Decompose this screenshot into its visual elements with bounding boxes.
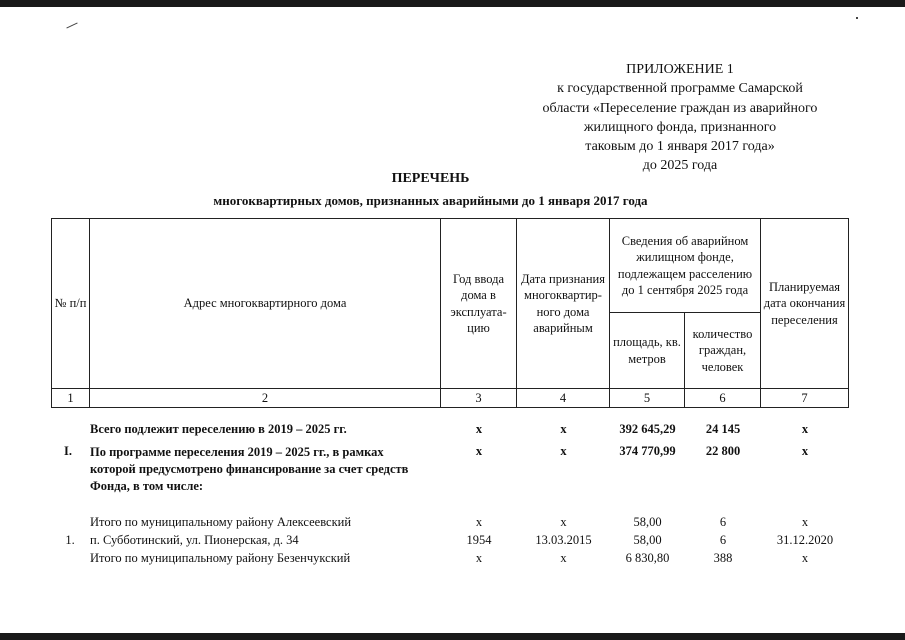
appendix-line: области «Переселение граждан из аварийного xyxy=(542,100,818,116)
column-number: 5 xyxy=(610,389,685,408)
row-people: 6 xyxy=(719,533,727,547)
row-people: 22 800 xyxy=(705,444,741,458)
header-people: количество граждан, человек xyxy=(685,313,761,389)
row-people: 24 145 xyxy=(705,422,741,436)
row-address: Всего подлежит переселению в 2019 – 2025 гг. xyxy=(90,422,347,436)
row-year: х xyxy=(475,551,483,565)
scan-mark xyxy=(66,23,77,29)
row-address: Итого по муниципальному району Безенчукский xyxy=(90,551,351,565)
row-address: Итого по муниципальному району Алексеевский xyxy=(90,515,352,529)
row-year: 1954 xyxy=(466,533,492,547)
row-date: х xyxy=(560,444,567,458)
row-people: 6 xyxy=(719,515,727,529)
appendix-line: жилищного фонда, признанного xyxy=(583,119,777,135)
row-area: 392 645,29 xyxy=(619,422,676,436)
appendix-line: ПРИЛОЖЕНИЕ 1 xyxy=(626,62,734,77)
row-date: х xyxy=(560,515,567,529)
row-area: 6 830,80 xyxy=(625,551,670,565)
header-area: площадь, кв. метров xyxy=(610,313,685,389)
row-num: 1. xyxy=(65,533,75,547)
row-year: х xyxy=(475,444,483,458)
column-number: 6 xyxy=(685,389,761,408)
row-people: 388 xyxy=(713,551,733,565)
column-number: 7 xyxy=(761,389,849,408)
header-date: Дата признания многоквартир-ного дома аварийным xyxy=(517,219,610,389)
row-date: х xyxy=(560,551,567,565)
header-address: Адрес многоквартирного дома xyxy=(90,219,441,389)
header-fund-group: Сведения об аварийном жилищном фонде, подлежащем расселению до 1 сентября 2025 года xyxy=(610,219,761,313)
header-table xyxy=(51,218,849,408)
row-year: х xyxy=(475,515,483,529)
table-row-total xyxy=(51,422,851,440)
row-address: п. Субботинский, ул. Пионерская, д. 34 xyxy=(90,533,299,547)
row-planned: х xyxy=(801,444,809,458)
table-row-subtotal xyxy=(51,551,851,569)
table-row-section xyxy=(51,444,851,496)
row-planned: х xyxy=(801,515,809,529)
row-planned: х xyxy=(801,422,809,436)
row-area: 374 770,99 xyxy=(619,444,676,458)
row-num: I. xyxy=(64,444,72,458)
column-number: 4 xyxy=(517,389,610,408)
header-planned: Планируемая дата окончания переселения xyxy=(761,219,849,389)
scan-top-border xyxy=(0,0,905,7)
appendix-line: таковым до 1 января 2017 года» xyxy=(585,139,775,155)
row-planned: х xyxy=(801,551,809,565)
row-planned: 31.12.2020 xyxy=(776,533,834,547)
table-row xyxy=(51,533,851,551)
column-number: 1 xyxy=(52,389,90,408)
row-area: 58,00 xyxy=(633,515,662,529)
header-year: Год ввода дома в эксплуата-цию xyxy=(441,219,517,389)
row-year: х xyxy=(475,422,483,436)
row-area: 58,00 xyxy=(633,533,662,547)
appendix-line: до 2025 года xyxy=(642,158,718,174)
scan-bottom-border xyxy=(0,633,905,640)
document-title: ПЕРЕЧЕНЬ xyxy=(391,171,470,186)
row-date: х xyxy=(560,422,567,436)
table-row-subtotal xyxy=(51,515,851,533)
row-address: По программе переселения 2019 – 2025 гг., в рамках которой предусмотрено финансирование за счет средств Фонда, в том числе: xyxy=(90,445,409,493)
appendix-block xyxy=(510,60,850,176)
appendix-line: к государственной программе Самарской xyxy=(557,81,803,97)
row-date: 13.03.2015 xyxy=(535,533,592,547)
document-subtitle: многоквартирных домов, признанных аварийными до 1 января 2017 года xyxy=(213,193,648,208)
column-number: 3 xyxy=(441,389,517,408)
scan-dot xyxy=(856,17,858,19)
header-num: № п/п xyxy=(52,219,90,389)
column-number: 2 xyxy=(90,389,441,408)
